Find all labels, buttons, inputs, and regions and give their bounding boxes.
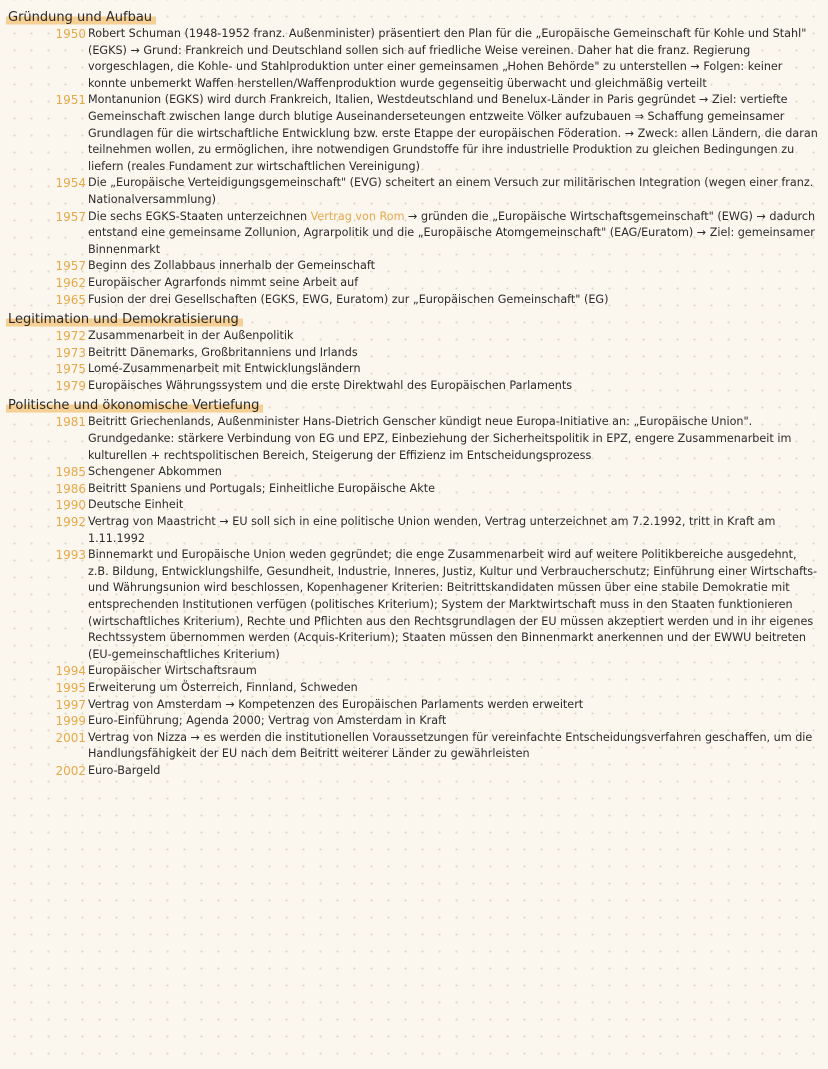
entry-text: Robert Schuman (1948-1952 franz. Außenminister) präsentiert den Plan für die „Europäische Gemeinschaft für Kohle und Stahl" (EGKS) → Grund: Frankreich und Deutschland sollen sich auf friedliche Weise vereinen. Daher hat die franz. Regierung vorgeschlagen, die Kohle- und Stahlproduktion unter einer gemeinsamen „Hohen Behörde" zu unterstellen → Folgen: keiner konnte unbemerkt Waffen herstellen/Waffenproduktion wurde gegenseitig überwacht und gleichmäßig verteilt [88, 27, 807, 90]
timeline-entry [38, 481, 818, 498]
timeline-entry [38, 345, 818, 362]
section-legitimation [8, 308, 818, 394]
entry-year: 1965 [55, 292, 86, 307]
timeline-entry [38, 378, 818, 395]
entry-text: Lomé-Zusammenarbeit mit Entwicklungsländern [88, 362, 361, 376]
entry-year: 2001 [55, 730, 86, 745]
entry-text: Europäischer Agrarfonds nimmt seine Arbeit auf [88, 275, 359, 289]
entry-year: 1994 [55, 664, 86, 679]
entry-text: Euro-Bargeld [88, 763, 161, 777]
timeline-entry [38, 328, 818, 345]
entry-text: Beitritt Griechenlands, Außenminister Hans-Dietrich Genscher kündigt neue Europa-Initiative an: „Europäische Union". Grundgedanke: stärkere Verbindung von EG und EPZ, Einbeziehung der Sicherheitspolitik in EPZ, engere Zusammenarbeit im kulturellen + rechtspolitischen Bereich, Steigerung der Effizienz im Entscheidungsprozess [88, 415, 792, 462]
timeline-entry [38, 26, 818, 92]
entry-text: Die „Europäische Verteidigungsgemeinschaft" (EVG) scheitert an einem Versuch zur militärischen Integration (wegen einer franz. Nationalversammlung) [88, 176, 814, 206]
entry-year: 1957 [55, 259, 86, 274]
entry-year: 1950 [55, 27, 86, 41]
entry-text: Deutsche Einheit [88, 498, 184, 512]
timeline-entry [38, 414, 818, 464]
entry-year: 1992 [55, 515, 86, 530]
entry-text: Fusion der drei Gesellschaften (EGKS, EWG, Euratom) zur „Europäischen Gemeinschaft" (EG) [88, 292, 609, 306]
entry-text: Vertrag von Amsterdam → Kompetenzen des Europäischen Parlaments werden erweitert [88, 697, 584, 711]
entry-text: Binnemarkt und Europäische Union weden gegründet; die enge Zusammenarbeit wird auf weitere Politikbereiche ausgedehnt, z.B. Bildung, Entwicklungshilfe, Gesundheit, Industrie, Inneres, Justiz, Kultur und Verbraucherschutz; Einführung einer Wirtschafts- und Währungsunion wird beschlossen, Kopenhagener Kriterien: Beitrittskandidaten müssen über eine stabile Demokratie mit entsprechenden Institutionen verfügen (politisches Kriterium); System der Marktwirtschaft muss in den Staaten funktionieren (wirtschaftliches Kriterium), Rechte und Pflichten aus den Rechtsgrundlagen der EU müssen akzeptiert werden und in ihr eigenes Rechtssystem übernommen werden (Acquis-Kriterium); Staaten müssen den Binnenmarkt anerkennen und der EWWU beitreten (EU-gemeinschaftliches Kriterium) [88, 548, 818, 661]
timeline-entry [38, 713, 818, 730]
timeline-entry [38, 730, 818, 763]
entry-year: 2002 [55, 763, 86, 778]
timeline-entry [38, 464, 818, 481]
entry-text: Vertrag von Nizza → es werden die institutionellen Voraussetzungen für vereinfachte Entscheidungsverfahren geschaffen, um die Handlungsfähigkeit der EU nach dem Beitritt weiterer Länder zu gewährleisten [88, 730, 813, 761]
timeline-entry [38, 275, 818, 292]
entry-text-pre: Die sechs EGKS-Staaten unterzeichnen [88, 209, 311, 223]
entry-year: 1962 [55, 275, 86, 290]
entry-year: 1995 [55, 680, 86, 695]
entry-year: 1999 [55, 714, 86, 729]
entry-text: Europäischer Wirtschaftsraum [88, 664, 257, 678]
entry-text: Beitritt Dänemarks, Großbritanniens und Irlands [88, 345, 358, 359]
entry-year: 1986 [55, 481, 86, 496]
entry-year: 1972 [55, 329, 86, 344]
timeline-entry [38, 514, 818, 547]
entry-year: 1973 [55, 345, 86, 360]
timeline-entry [38, 92, 818, 175]
entry-text: Montanunion (EGKS) wird durch Frankreich, Italien, Westdeutschland und Benelux-Länder in Paris gegründet → Ziel: vertiefte Gemeinschaft zwischen lange durch blutige Auseinanderseteungen entzweite Völker aufzubauen ⇒ Schaffung gemeinsamer Grundlagen für die wirtschaftliche Entwicklung bzw. erste Etappe der europäischen Föderation. → Zweck: allen Ländern, die daran teilnehmen wollen, zu ermöglichen, ihre notwendigen Grundstoffe für ihre industrielle Produktion zu gleichen Bedingungen zu liefern (reales Fundament zur wirtschaftlichen Vereinigung) [88, 93, 818, 173]
timeline-entry [38, 497, 818, 514]
timeline-entry [38, 209, 818, 259]
section-gruendung [8, 6, 818, 308]
timeline-entry [38, 258, 818, 275]
entry-text: Schengener Abkommen [88, 465, 222, 479]
entry-text: Euro-Einführung; Agenda 2000; Vertrag von Amsterdam in Kraft [88, 714, 447, 728]
entry-text: Zusammenarbeit in der Außenpolitik [88, 329, 294, 343]
entry-year: 1975 [55, 362, 86, 377]
section-title: Legitimation und Demokratisierung [6, 311, 243, 328]
timeline-entry [38, 361, 818, 378]
entry-year: 1985 [55, 465, 86, 480]
entry-text: Europäisches Währungssystem und die erste Direktwahl des Europäischen Parlaments [88, 378, 573, 392]
timeline-entry [38, 175, 818, 208]
section-vertiefung [8, 394, 818, 779]
entry-year: 1954 [55, 176, 86, 191]
entry-text: Vertrag von Maastricht → EU soll sich in eine politische Union wenden, Vertrag unterzeichnet am 7.2.1992, tritt in Kraft am 1.11.1992 [88, 515, 776, 545]
entry-year: 1957 [55, 209, 86, 224]
section-title: Politische und ökonomische Vertiefung [6, 397, 263, 414]
entry-year: 1993 [55, 548, 86, 563]
entry-year: 1990 [55, 498, 86, 513]
treaty-highlight: Vertrag von Rom [310, 209, 405, 223]
timeline-entry [38, 292, 818, 309]
timeline-entry [38, 697, 818, 714]
entry-text: Erweiterung um Österreich, Finnland, Schweden [88, 680, 358, 694]
entry-text-post: → gründen die „Europäische Wirtschaftsgemeinschaft" (EWG) → dadurch entstand eine gemeinsame Zollunion, Agrarpolitik und die „Europäische Atomgemeinschaft" (EAG/Euratom) → Ziel: gemeinsamer Binnenmarkt [88, 209, 816, 256]
timeline-entry [38, 663, 818, 680]
entry-text: Beginn des Zollabbaus innerhalb der Gemeinschaft [88, 259, 376, 273]
entry-year: 1951 [55, 93, 86, 108]
entry-year: 1997 [55, 697, 86, 712]
entry-text: Beitritt Spaniens und Portugals; Einheitliche Europäische Akte [88, 481, 435, 495]
entry-year: 1979 [55, 378, 86, 393]
timeline-entry [38, 680, 818, 697]
entry-text [88, 209, 818, 259]
entry-year: 1981 [55, 415, 86, 430]
timeline-entry [38, 763, 818, 780]
section-title: Gründung und Aufbau [6, 9, 156, 26]
timeline-entry [38, 547, 818, 663]
